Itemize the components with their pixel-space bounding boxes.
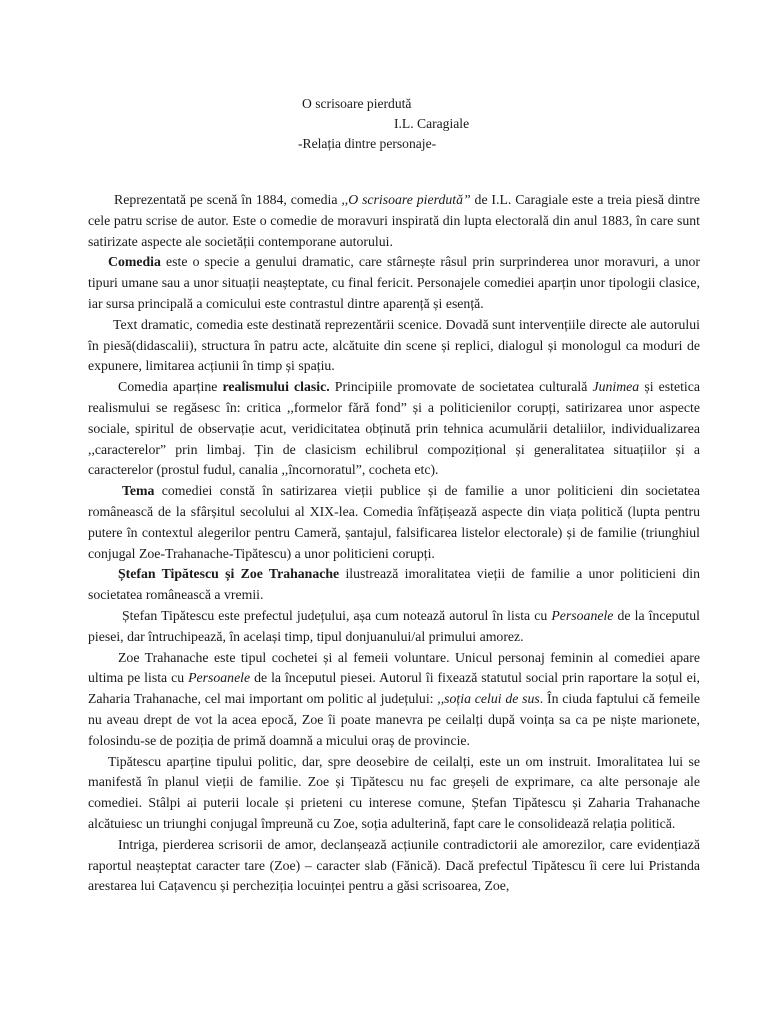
document-body [88,190,700,897]
paragraph-intrigue: Intriga, pierderea scrisorii de amor, declanșează acțiunile contradictorii ale amorezilor, care evidențiază raportul neașteptat caracter tare (Zoe) – caracter slab (Fănică). Dacă prefectul Tipătescu îi cere lui Pristanda arestarea lui Cațavencu și percheziția locuinței pentru a găsi scrisoarea, Zoe, [88,836,700,894]
document-subtitle: -Relația dintre personaje- [298,136,437,151]
paragraph-classic-realism: Comedia aparține realismului clasic. Principiile promovate de societatea culturală Junimea și estetica realismului se regăsesc în: critica ,,formelor fără fond” și a politicienilor corupți, satirizarea unor aspecte sociale, spiritul de observație acut, veridicitatea obținută prin tehnica acumulării detaliilor, individualizarea ,,caracterelor” prin limbaj. Țin de clasicism echilibrul compozițional și generalitatea situațiilor și a caracterelor (prostul fudul, canalia ,,încornoratul”, cocheta etc). [88,379,701,478]
paragraph-zoe: Zoe Trahanache este tipul cochetei și al femeii voluntare. Unicul personaj feminin al comediei apare ultima pe lista cu Persoanele de la începutul piesei. Autorul îi fixează statutul social prin raportare la soțul ei, Zaharia Trahanache, cel mai important om politic al județului: ,,soția celui de sus. În ciuda faptului că femeile nu aveau drept de vot la acea epocă, Zoe îi poate manevra pe ceilalți după voința sa ca pe niște marionete, folosindu-se de poziția de primă doamnă a micului oraș de provincie. [88,649,701,748]
paragraph-characters: Ștefan Tipătescu și Zoe Trahanache ilustrează imoralitatea vieții de familie a unor politicieni din societatea românească a vremii. [88,566,700,603]
paragraph-intro: Reprezentată pe scenă în 1884, comedia ,,O scrisoare pierdută” de I.L. Caragiale este a treia piesă dintre cele patru scrise de autor. Este o comedie de moravuri inspirată din lupta electorală din anul 1883, în care sunt satirizate aspecte ale societății contemporane autorului. [88,192,700,249]
document-header [0,94,768,154]
paragraph-theme: Tema comediei constă în satirizarea vieții publice și de familie a unor politicieni din societatea românească de la sfârșitul secolului al XIX-lea. Comedia înfățișează aspecte din viața politică (lupta pentru putere în contextul alegerilor pentru Cameră, șantajul, falsificarea listelor electorale) și de familie (triunghiul conjugal Zoe-Trahanache-Tipătescu) a unor politicieni corupți. [88,483,700,561]
paragraph-dramatic-text: Text dramatic, comedia este destinată reprezentării scenice. Dovadă sunt intervențiile directe ale autorului în piesă(didascalii), structura în patru acte, alcătuite din scene și replici, dialogul și monologul ca moduri de expunere, limitarea acțiunii în timp și spațiu. [88,316,700,374]
paragraph-comedy-definition: Comedia este o specie a genului dramatic, care stârnește râsul prin surprinderea unor moravuri, a unor tipuri umane sau a unor situații neașteptate, cu final fericit. Personajele comediei aparțin unor tipologii clasice, iar sursa principală a comicului este contrastul dintre aparență și esență. [88,254,700,311]
paragraph-tipatescu: Ștefan Tipătescu este prefectul județului, așa cum notează autorul în lista cu Persoanele de la începutul piesei, dar întruchipează, în același timp, tipul donjuanului/al primului amorez. [88,607,700,644]
document-title: O scrisoare pierdută [302,96,412,111]
document-author: I.L. Caragiale [394,116,470,131]
paragraph-political-type: Tipătescu aparține tipului politic, dar, spre deosebire de ceilalți, este un om instruit. Imoralitatea lui se manifestă în planul vieții de familie. Zoe și Tipătescu nu fac greșeli de exprimare, ca alte personaje ale comediei. Stâlpi ai puterii locale și prieteni cu interese comune, Ștefan Tipătescu și Zaharia Trahanache alcătuiesc un triunghi conjugal împreună cu Zoe, soția adulterină, fapt care le consolidează relația politică. [88,753,700,831]
